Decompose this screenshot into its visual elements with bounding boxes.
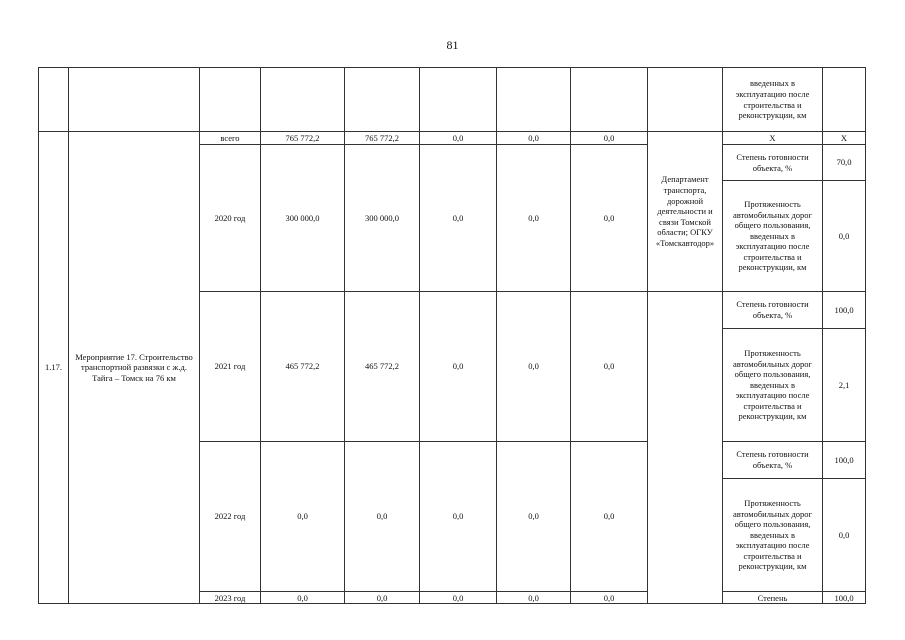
value-cell: 300 000,0 (261, 145, 345, 292)
table-row-total (39, 132, 866, 145)
indicator-value: 100,0 (823, 442, 866, 479)
indicator-value: 100,0 (823, 592, 866, 604)
program-table (38, 67, 866, 604)
value-cell: 0,0 (497, 442, 571, 592)
indicator-value: 70,0 (823, 145, 866, 181)
period-cell: 2020 год (200, 145, 261, 292)
value-cell: 0,0 (261, 592, 345, 604)
indicator-cell: Протяженность автомобильных дорог общего пользования, введенных в эксплуатацию после строительства и реконструкции, км (723, 329, 823, 442)
executor-cell: Департамент транспорта, дорожной деятельности и связи Томской области; ОГКУ «Томскавтодор» (648, 132, 723, 292)
indicator-cell: Протяженность автомобильных дорог общего пользования, введенных в эксплуатацию после строительства и реконструкции, км (723, 181, 823, 292)
indicator-value: 100,0 (823, 292, 866, 329)
indicator-cell: Степень готовности объекта, % (723, 442, 823, 479)
value-cell: 0,0 (571, 442, 648, 592)
value-cell: 0,0 (571, 292, 648, 442)
value-cell: 0,0 (497, 132, 571, 145)
indicator-cell: Х (723, 132, 823, 145)
continuation-indicator: введенных в эксплуатацию после строительства и реконструкции, км (723, 68, 823, 132)
page-number: 81 (446, 38, 459, 52)
indicator-value: 0,0 (823, 181, 866, 292)
period-cell: 2022 год (200, 442, 261, 592)
event-title: Мероприятие 17. Строительство транспортной развязки с ж.д. Тайга – Томск на 76 км (69, 132, 200, 604)
value-cell: 0,0 (420, 132, 497, 145)
value-cell: 0,0 (345, 592, 420, 604)
continuation-row (39, 68, 866, 132)
value-cell: 0,0 (420, 592, 497, 604)
value-cell: 0,0 (571, 592, 648, 604)
value-cell: 465 772,2 (345, 292, 420, 442)
value-cell: 0,0 (420, 292, 497, 442)
value-cell: 300 000,0 (345, 145, 420, 292)
value-cell: 0,0 (261, 442, 345, 592)
indicator-value: Х (823, 132, 866, 145)
value-cell: 0,0 (497, 592, 571, 604)
value-cell: 0,0 (497, 292, 571, 442)
value-cell: 0,0 (345, 442, 420, 592)
period-cell: всего (200, 132, 261, 145)
value-cell: 0,0 (497, 145, 571, 292)
value-cell: 465 772,2 (261, 292, 345, 442)
value-cell: 765 772,2 (345, 132, 420, 145)
indicator-cell: Степень готовности объекта, % (723, 145, 823, 181)
executor-cell-continued (648, 292, 723, 604)
value-cell: 0,0 (571, 145, 648, 292)
value-cell: 0,0 (571, 132, 648, 145)
value-cell: 0,0 (420, 145, 497, 292)
indicator-cell: Протяженность автомобильных дорог общего пользования, введенных в эксплуатацию после строительства и реконструкции, км (723, 479, 823, 592)
period-cell: 2023 год (200, 592, 261, 604)
indicator-value: 2,1 (823, 329, 866, 442)
period-cell: 2021 год (200, 292, 261, 442)
indicator-cell: Степень (723, 592, 823, 604)
value-cell: 0,0 (420, 442, 497, 592)
value-cell: 765 772,2 (261, 132, 345, 145)
indicator-cell: Степень готовности объекта, % (723, 292, 823, 329)
indicator-value: 0,0 (823, 479, 866, 592)
row-number: 1.17. (39, 132, 69, 604)
